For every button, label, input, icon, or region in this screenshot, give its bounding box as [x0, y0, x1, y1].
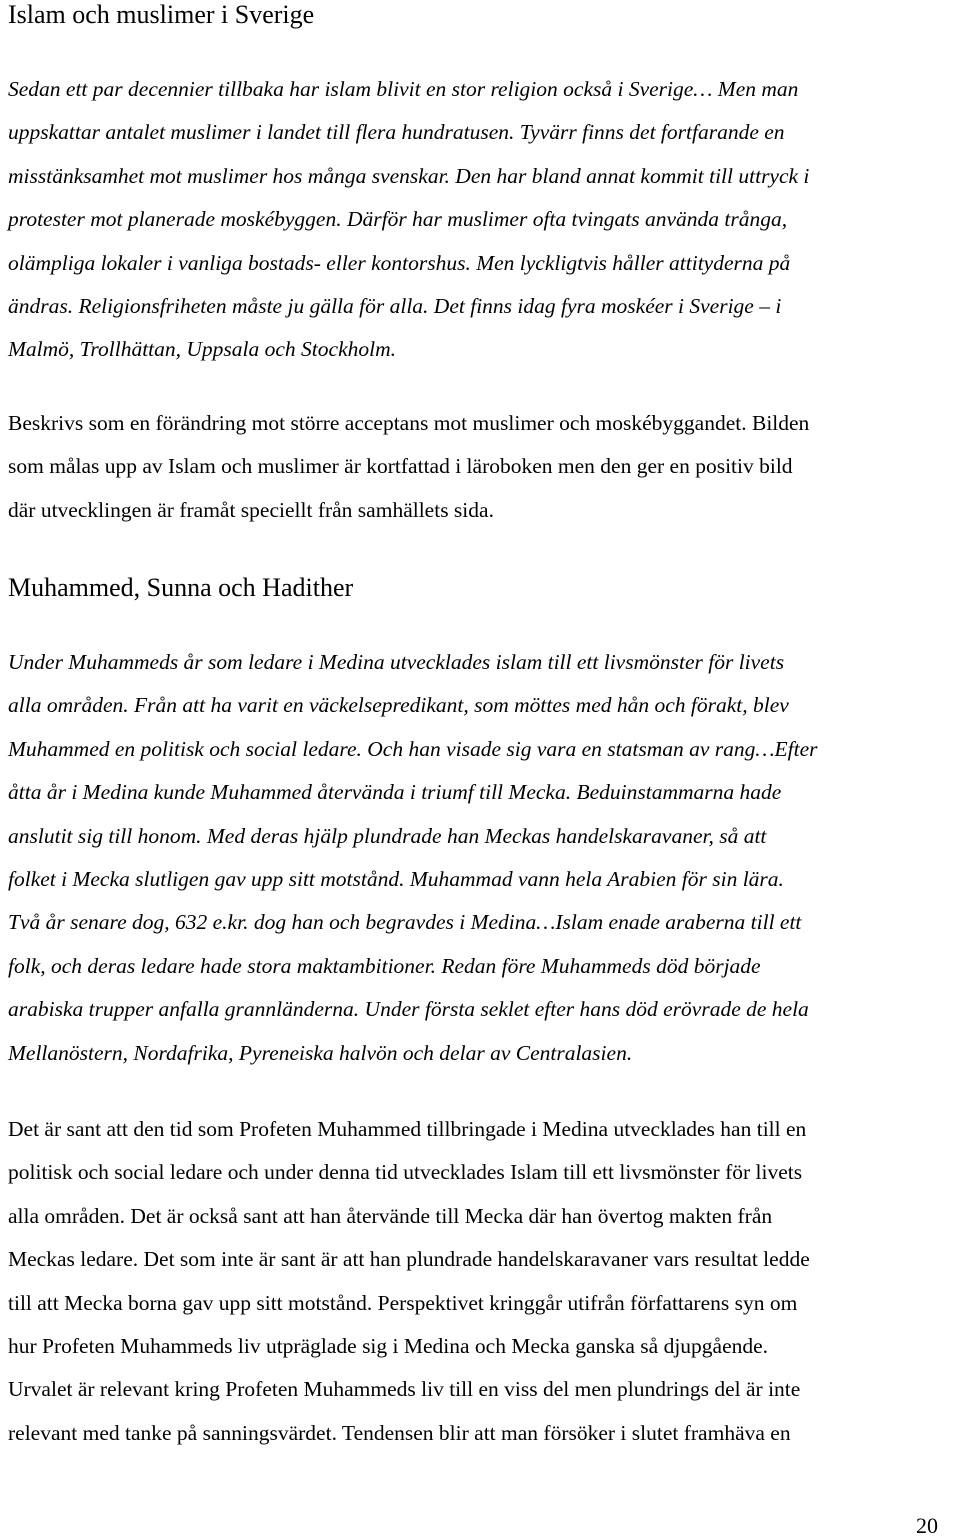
- text-line: anslutit sig till honom. Med deras hjälp plundrade han Meckas handelskaravaner, så att: [8, 823, 767, 848]
- section-heading-muhammed: Muhammed, Sunna och Hadither: [8, 573, 354, 602]
- text-line: Under Muhammeds år som ledare i Medina utvecklades islam till ett livsmönster för livets: [8, 650, 785, 674]
- text-line: Urvalet är relevant kring Profeten Muhammeds liv till en viss del men plundrings del är inte: [8, 1377, 801, 1402]
- text-line: alla områden. Det är också sant att han återvände till Mecka där han övertog makten från: [8, 1203, 773, 1228]
- quote-paragraph-muhammed: [8, 641, 818, 1075]
- text-line: Malmö, Trollhättan, Uppsala och Stockholm.: [8, 337, 396, 362]
- text-line: hur Profeten Muhammeds liv utpräglade sig i Medina och Mecka ganska så djupgående.: [8, 1334, 769, 1359]
- text-line: Sedan ett par decennier tillbaka har islam blivit en stor religion också i Sverige… Men man: [8, 77, 799, 101]
- text-line: olämpliga lokaler i vanliga bostads- eller kontorshus. Men lyckligtvis håller attityderna på: [8, 250, 791, 275]
- text-line: folk, och deras ledare hade stora maktambitioner. Redan före Muhammeds död började: [8, 953, 761, 978]
- text-line: arabiska trupper anfalla grannländerna. Under första seklet efter hans död erövrade de hela: [8, 997, 809, 1022]
- analysis-paragraph-islam-sverige: [8, 402, 809, 532]
- text-line: protester mot planerade moskébyggen. Därför har muslimer ofta tvingats använda trånga,: [8, 207, 788, 232]
- text-line: folket i Mecka slutligen gav upp sitt motstånd. Muhammad vann hela Arabien för sin lära.: [8, 867, 784, 892]
- text-line: relevant med tanke på sanningsvärdet. Tendensen blir att man försöker i slutet framhäva en: [8, 1420, 791, 1445]
- page-title: Islam och muslimer i Sverige: [8, 0, 315, 29]
- page-number: 20: [916, 1513, 938, 1538]
- text-line: Mellanöstern, Nordafrika, Pyreneiska halvön och delar av Centralasien.: [8, 1040, 633, 1065]
- text-line: Två år senare dog, 632 e.kr. dog han och begravdes i Medina…Islam enade araberna till ett: [8, 910, 802, 935]
- analysis-paragraph-muhammed: [8, 1108, 810, 1455]
- text-line: politisk och social ledare och under denna tid utvecklades Islam till ett livsmönster för livets: [8, 1160, 803, 1185]
- text-line: Muhammed en politisk och social ledare. Och han visade sig vara en statsman av rang…Efter: [8, 736, 818, 761]
- text-line: Det är sant att den tid som Profeten Muhammed tillbringade i Medina utvecklades han till en: [8, 1117, 807, 1141]
- text-line: alla områden. Från att ha varit en väckelsepredikant, som möttes med hån och förakt, blev: [8, 693, 789, 718]
- text-line: uppskattar antalet muslimer i landet till flera hundratusen. Tyvärr finns det fortfarande en: [8, 120, 785, 145]
- text-line: till att Mecka borna gav upp sitt motstånd. Perspektivet kringgår utifrån författarens syn om: [8, 1290, 798, 1315]
- text-line: där utvecklingen är framåt speciellt från samhällets sida.: [8, 497, 494, 522]
- text-line: som målas upp av Islam och muslimer är kortfattad i läroboken men den ger en positiv bild: [8, 454, 793, 479]
- text-line: Beskrivs som en förändring mot större acceptans mot muslimer och moskébyggandet. Bilden: [8, 411, 810, 435]
- text-line: åtta år i Medina kunde Muhammed återvända i triumf till Mecka. Beduinstammarna hade: [8, 780, 782, 805]
- quote-paragraph-islam-sverige: [8, 68, 809, 372]
- text-line: misstänksamhet mot muslimer hos många svenskar. Den har bland annat kommit till uttryck i: [8, 163, 810, 188]
- text-line: ändras. Religionsfriheten måste ju gälla för alla. Det finns idag fyra moskéer i Sverige – i: [8, 294, 782, 319]
- text-line: Meckas ledare. Det som inte är sant är att han plundrade handelskaravaner vars resultat ledde: [8, 1247, 810, 1272]
